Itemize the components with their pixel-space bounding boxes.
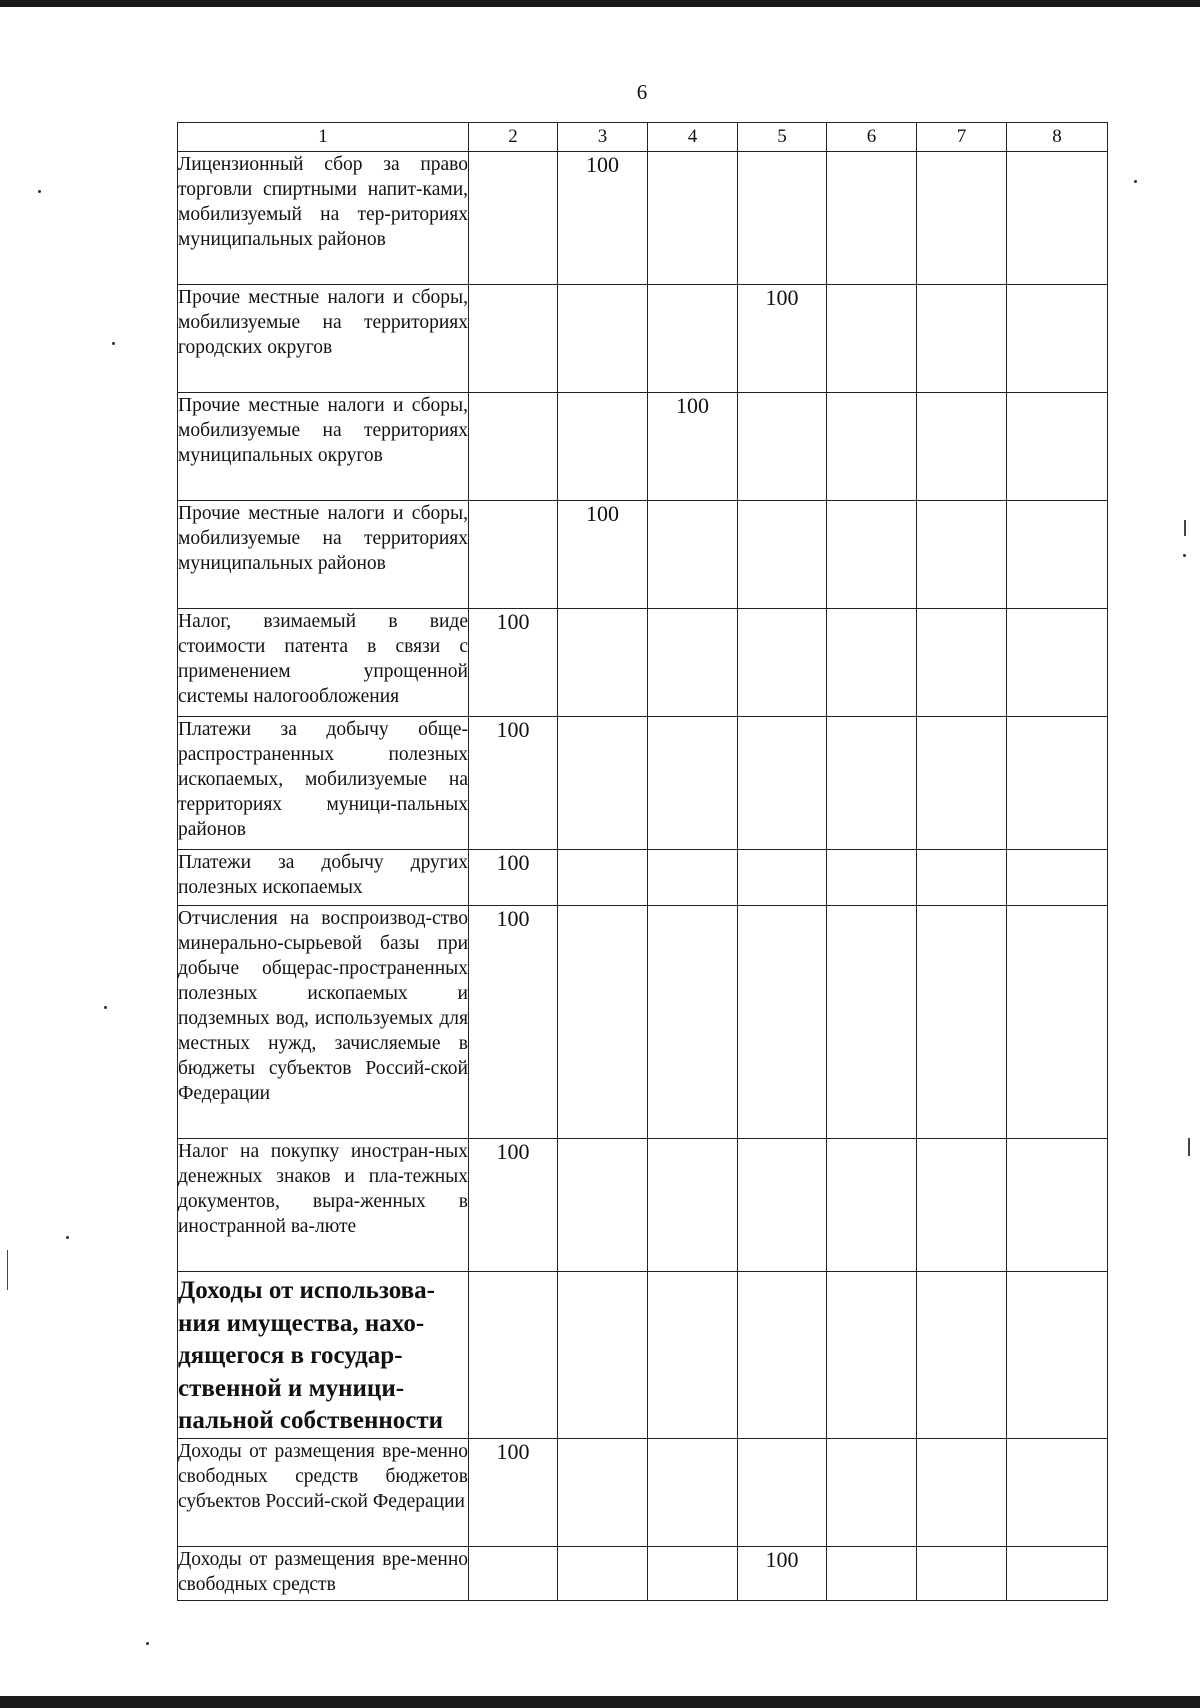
share-cell: 100	[469, 609, 558, 717]
share-cell: 100	[648, 393, 738, 501]
share-cell	[738, 393, 827, 501]
share-cell	[738, 1272, 827, 1439]
share-cell	[738, 152, 827, 285]
share-cell	[917, 152, 1007, 285]
share-cell	[1007, 717, 1108, 850]
share-cell	[558, 850, 648, 906]
scan-speck	[104, 1006, 107, 1009]
share-cell	[738, 1438, 827, 1546]
revenue-item-name: Платежи за добычу обще-распространенных полезных ископаемых, мобилизуемые на территориях муници-пальных районов	[178, 717, 469, 850]
share-cell	[1007, 1139, 1108, 1272]
column-header: 4	[648, 123, 738, 152]
scan-speck	[1134, 180, 1137, 183]
table-row	[178, 850, 1108, 906]
share-cell	[917, 1438, 1007, 1546]
share-cell	[917, 1139, 1007, 1272]
revenue-item-name: Налог на покупку иностран-ных денежных знаков и пла-тежных документов, выра-женных в иностранной ва-люте	[178, 1139, 469, 1272]
column-header: 1	[178, 123, 469, 152]
revenue-item-name: Доходы от размещения вре-менно свободных средств бюджетов субъектов Россий-ской Федерации	[178, 1438, 469, 1546]
share-cell	[469, 1546, 558, 1600]
scan-speck	[1183, 554, 1186, 557]
share-cell	[827, 1546, 917, 1600]
share-cell: 100	[738, 1546, 827, 1600]
share-cell	[1007, 609, 1108, 717]
column-header: 2	[469, 123, 558, 152]
share-cell	[1007, 1272, 1108, 1439]
revenue-item-name: Прочие местные налоги и сборы, мобилизуемые на территориях муниципальных районов	[178, 501, 469, 609]
revenue-item-name: Прочие местные налоги и сборы, мобилизуемые на территориях городских округов	[178, 285, 469, 393]
share-cell	[827, 152, 917, 285]
table-row	[178, 609, 1108, 717]
share-cell	[469, 501, 558, 609]
share-cell	[558, 717, 648, 850]
share-cell	[558, 906, 648, 1139]
share-cell	[469, 285, 558, 393]
section-heading-row	[178, 1272, 1108, 1439]
share-cell	[827, 393, 917, 501]
table-row	[178, 1546, 1108, 1600]
share-cell: 100	[558, 501, 648, 609]
revenue-item-name: Лицензионный сбор за право торговли спиртными напит-ками, мобилизуемый на тер-риториях муниципальных районов	[178, 152, 469, 285]
share-cell	[648, 850, 738, 906]
share-cell	[558, 1438, 648, 1546]
share-cell	[648, 152, 738, 285]
share-cell	[917, 1272, 1007, 1439]
share-cell	[917, 850, 1007, 906]
share-cell	[469, 152, 558, 285]
scan-mark	[1184, 520, 1186, 536]
share-cell	[738, 1139, 827, 1272]
share-cell	[738, 501, 827, 609]
share-cell	[558, 393, 648, 501]
share-cell	[558, 1272, 648, 1439]
column-header: 7	[917, 123, 1007, 152]
table-row	[178, 906, 1108, 1139]
share-cell	[558, 1546, 648, 1600]
revenue-distribution-table	[177, 122, 1108, 1601]
share-cell	[738, 906, 827, 1139]
column-header: 5	[738, 123, 827, 152]
column-header: 6	[827, 123, 917, 152]
scan-speck	[112, 342, 115, 345]
share-cell	[738, 609, 827, 717]
share-cell	[827, 717, 917, 850]
table-row	[178, 717, 1108, 850]
share-cell	[917, 393, 1007, 501]
share-cell: 100	[558, 152, 648, 285]
scan-mark	[1188, 1138, 1190, 1156]
share-cell	[648, 1139, 738, 1272]
revenue-item-name: Платежи за добычу других полезных ископаемых	[178, 850, 469, 906]
table-row	[178, 393, 1108, 501]
revenue-item-name: Прочие местные налоги и сборы, мобилизуемые на территориях муниципальных округов	[178, 393, 469, 501]
share-cell	[469, 393, 558, 501]
table-row	[178, 501, 1108, 609]
share-cell	[917, 717, 1007, 850]
share-cell	[827, 609, 917, 717]
share-cell: 100	[469, 1438, 558, 1546]
table-row	[178, 1438, 1108, 1546]
table-row	[178, 285, 1108, 393]
revenue-item-name: Отчисления на воспроизвод-ство минерально-сырьевой базы при добыче общерас-пространенных полезных ископаемых и подземных вод, используемых для местных нужд, зачисляемые в бюджеты субъектов Россий-ской Федерации	[178, 906, 469, 1139]
share-cell	[738, 850, 827, 906]
section-heading: Доходы от использова-ния имущества, нахо-дящегося в государ-ственной и муници-пальной собственности	[178, 1272, 469, 1439]
share-cell	[827, 850, 917, 906]
share-cell	[738, 717, 827, 850]
scan-speck	[146, 1642, 149, 1645]
share-cell	[827, 1139, 917, 1272]
share-cell	[469, 1272, 558, 1439]
share-cell	[827, 906, 917, 1139]
share-cell	[648, 1546, 738, 1600]
share-cell	[1007, 152, 1108, 285]
share-cell	[917, 906, 1007, 1139]
share-cell	[558, 285, 648, 393]
scan-speck	[66, 1236, 69, 1239]
share-cell	[648, 501, 738, 609]
scan-edge-top	[0, 0, 1200, 7]
share-cell	[1007, 850, 1108, 906]
share-cell: 100	[738, 285, 827, 393]
share-cell	[648, 906, 738, 1139]
share-cell	[648, 1272, 738, 1439]
revenue-item-name: Доходы от размещения вре-менно свободных средств	[178, 1546, 469, 1600]
table-row	[178, 152, 1108, 285]
column-header: 3	[558, 123, 648, 152]
share-cell: 100	[469, 850, 558, 906]
share-cell: 100	[469, 1139, 558, 1272]
column-header: 8	[1007, 123, 1108, 152]
share-cell	[648, 285, 738, 393]
share-cell	[648, 1438, 738, 1546]
share-cell	[1007, 285, 1108, 393]
share-cell	[558, 1139, 648, 1272]
scan-speck	[38, 190, 41, 193]
share-cell	[827, 1272, 917, 1439]
share-cell: 100	[469, 906, 558, 1139]
revenue-item-name: Налог, взимаемый в виде стоимости патента в связи с применением упрощенной системы налогообложения	[178, 609, 469, 717]
share-cell	[648, 717, 738, 850]
share-cell	[648, 609, 738, 717]
share-cell	[1007, 1546, 1108, 1600]
share-cell	[1007, 906, 1108, 1139]
share-cell	[1007, 501, 1108, 609]
share-cell: 100	[469, 717, 558, 850]
scan-mark	[7, 1250, 8, 1290]
share-cell	[558, 609, 648, 717]
share-cell	[827, 285, 917, 393]
share-cell	[827, 501, 917, 609]
share-cell	[917, 609, 1007, 717]
header-row	[178, 123, 1108, 152]
share-cell	[917, 1546, 1007, 1600]
page-number: 6	[636, 80, 648, 104]
share-cell	[917, 501, 1007, 609]
scan-edge-bottom	[0, 1696, 1200, 1708]
share-cell	[1007, 393, 1108, 501]
share-cell	[827, 1438, 917, 1546]
share-cell	[1007, 1438, 1108, 1546]
table-row	[178, 1139, 1108, 1272]
share-cell	[917, 285, 1007, 393]
